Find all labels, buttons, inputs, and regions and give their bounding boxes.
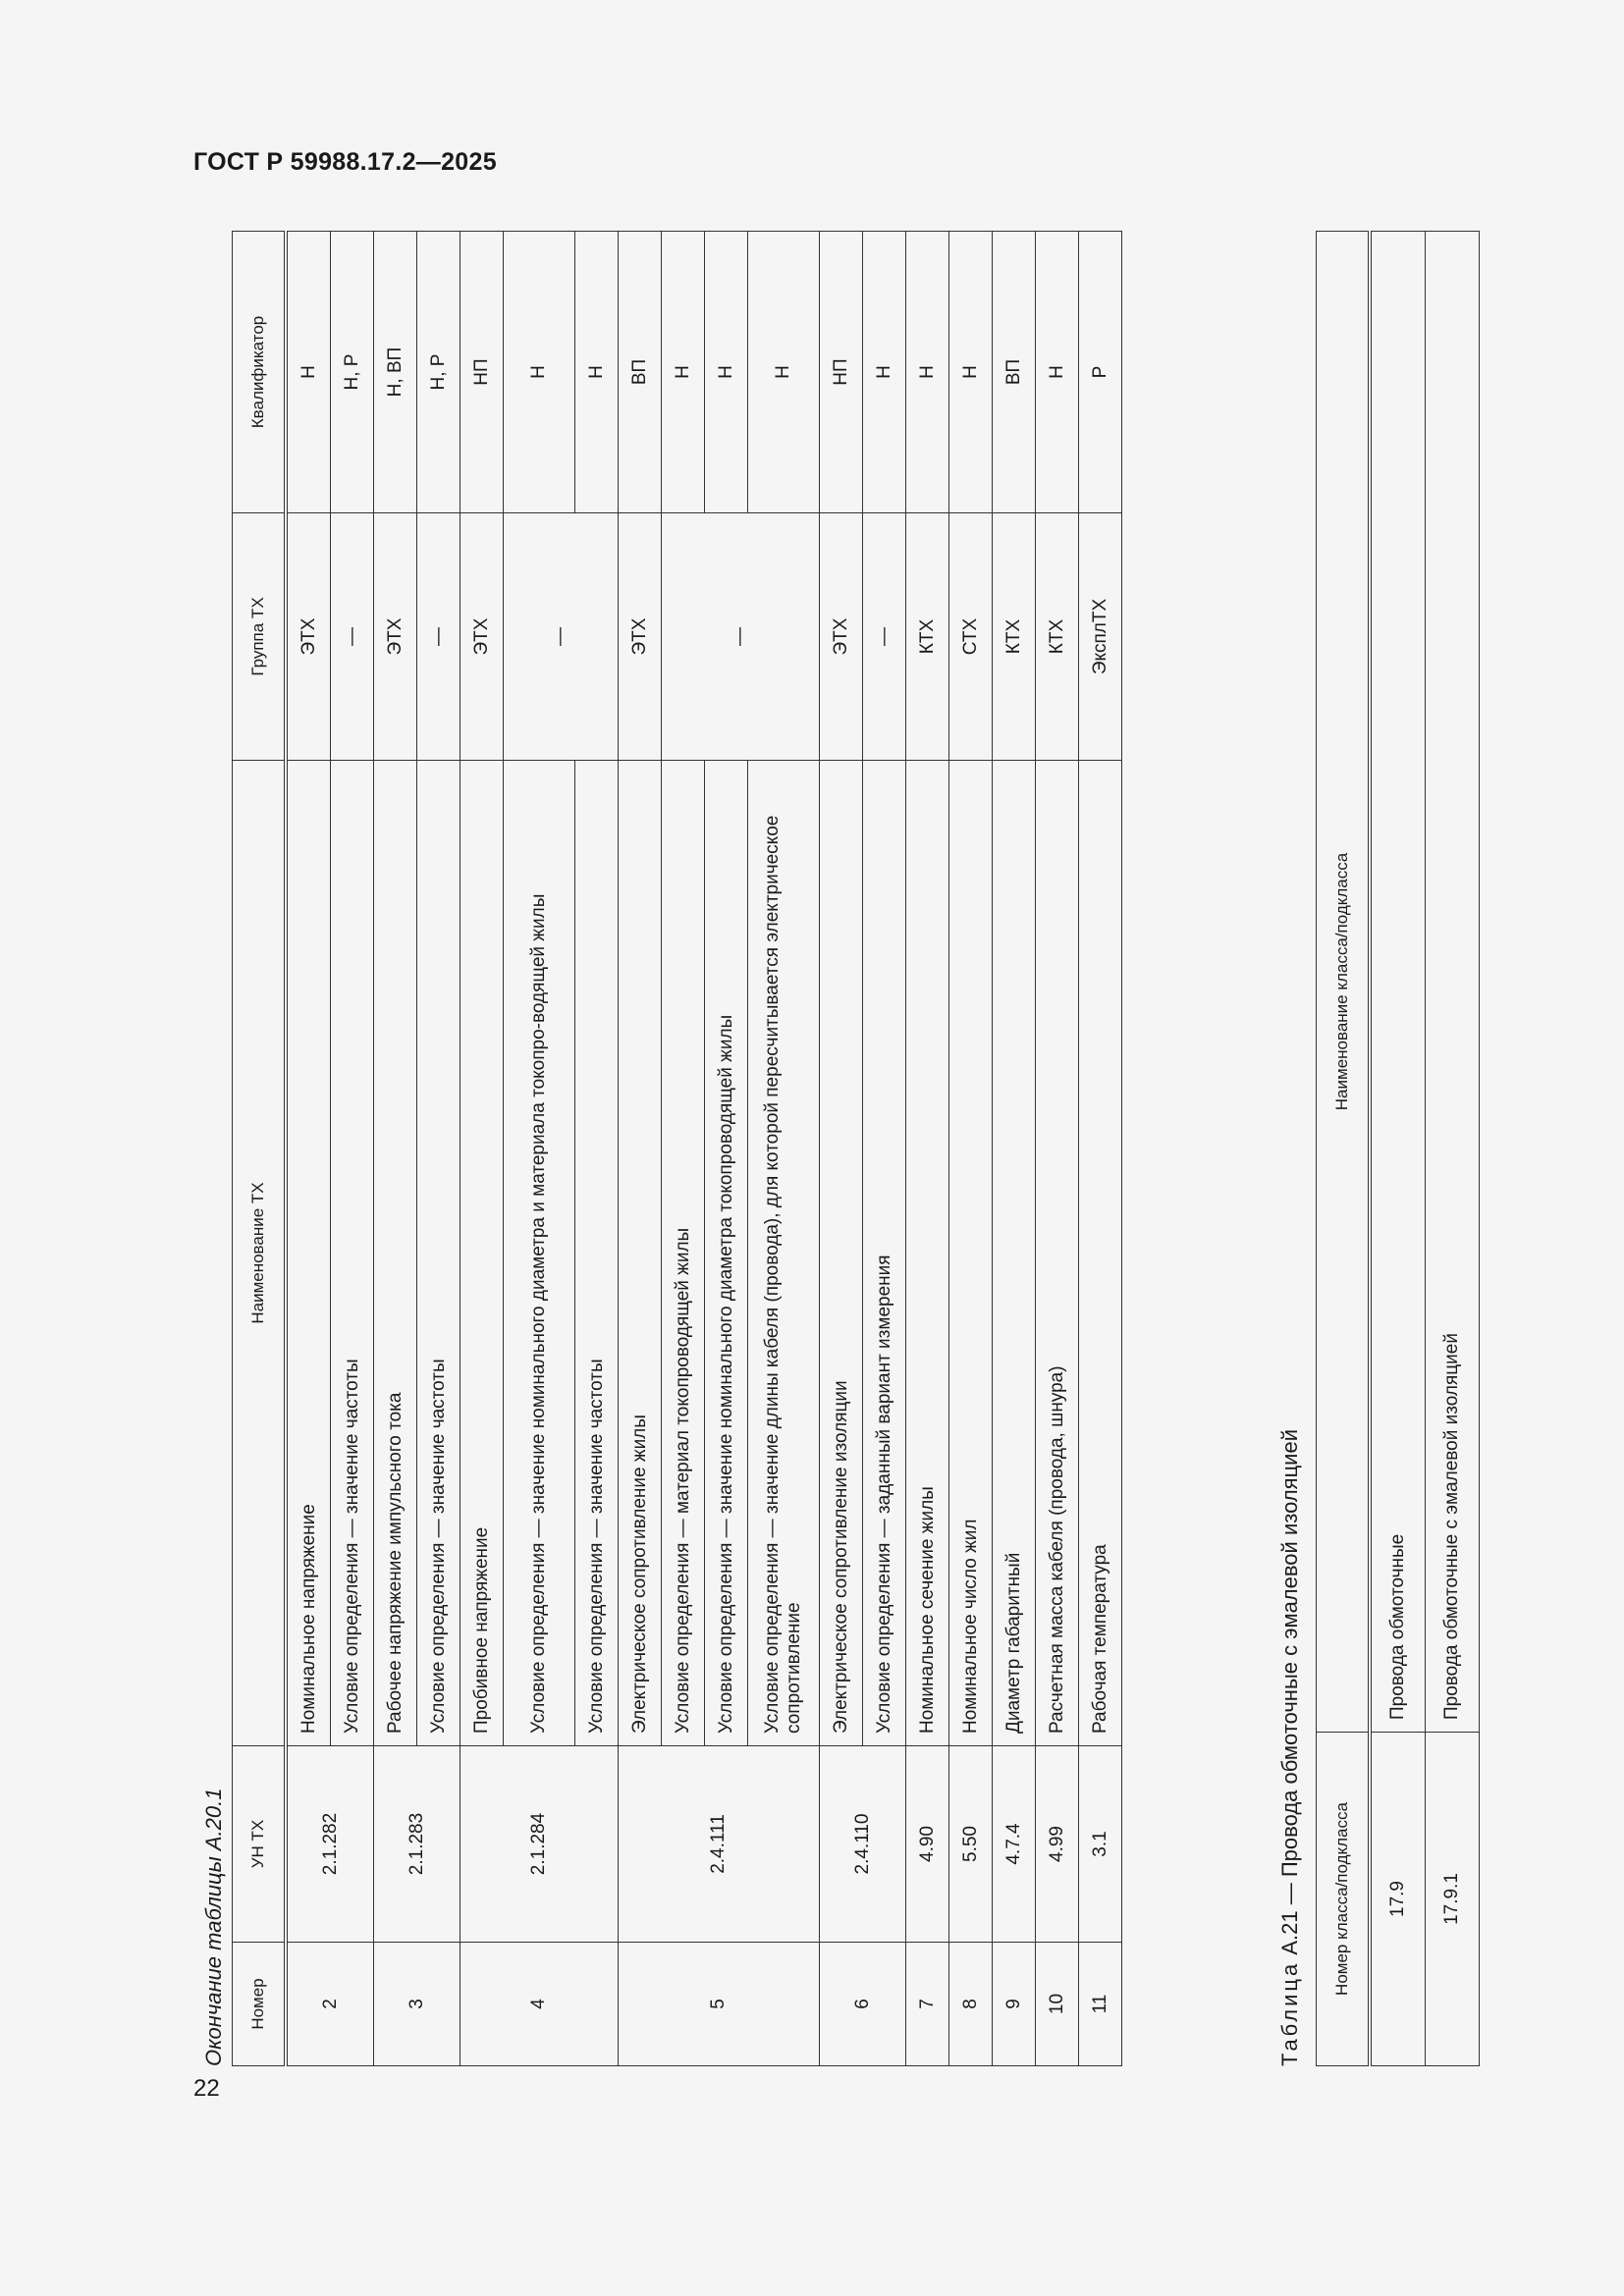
page-number: 22 <box>193 2075 220 2102</box>
cell-group: — <box>417 513 460 761</box>
cell-qualifier: НП <box>820 232 863 513</box>
cell-number: 4 <box>460 1943 619 2066</box>
table-row <box>1370 232 1426 2066</box>
cell-group: — <box>504 513 619 761</box>
cell-class-code: 17.9 <box>1370 1733 1426 2066</box>
table-row <box>1036 232 1079 2066</box>
cell-qualifier: Н <box>906 232 949 513</box>
cell-name: Условие определения — значение частоты <box>331 761 374 1746</box>
cell-qualifier: Н <box>662 232 705 513</box>
cell-qualifier: Н <box>286 232 331 513</box>
col-header-name: Наименование ТХ <box>233 761 287 1746</box>
cell-number: 11 <box>1079 1943 1122 2066</box>
cell-qualifier: ВП <box>619 232 662 513</box>
col-header-number: Номер <box>233 1943 287 2066</box>
characteristics-table <box>232 231 1122 2066</box>
cell-group: КТХ <box>1036 513 1079 761</box>
table-row <box>949 232 993 2066</box>
cell-un: 3.1 <box>1079 1746 1122 1943</box>
cell-number: 9 <box>993 1943 1036 2066</box>
cell-group: КТХ <box>993 513 1036 761</box>
cell-class-name: Провода обмоточные <box>1370 232 1426 1733</box>
table-row <box>374 232 417 2066</box>
cell-name: Рабочая температура <box>1079 761 1122 1746</box>
cell-name: Диаметр габаритный <box>993 761 1036 1746</box>
cell-un: 2.4.110 <box>820 1746 906 1943</box>
table-row <box>993 232 1036 2066</box>
cell-number: 10 <box>1036 1943 1079 2066</box>
cell-group: ЭТХ <box>619 513 662 761</box>
table-row <box>286 232 331 2066</box>
cell-group: СТХ <box>949 513 993 761</box>
cell-qualifier: ВП <box>993 232 1036 513</box>
cell-qualifier: Н <box>504 232 575 513</box>
cell-name: Условие определения — значение частоты <box>575 761 619 1746</box>
cell-name: Условие определения — материал токопроводящей жилы <box>662 761 705 1746</box>
cell-name: Условие определения — заданный вариант измерения <box>863 761 906 1746</box>
table-a21-title <box>1277 1429 1303 2066</box>
cell-group: ЭТХ <box>286 513 331 761</box>
cell-number: 8 <box>949 1943 993 2066</box>
cell-qualifier: Р <box>1079 232 1122 513</box>
cell-class-code: 17.9.1 <box>1426 1733 1480 2066</box>
cell-number: 3 <box>374 1943 460 2066</box>
cell-un: 4.99 <box>1036 1746 1079 1943</box>
cell-qualifier: Н <box>863 232 906 513</box>
col-header-class-code: Номер класса/подкласса <box>1317 1733 1371 2066</box>
cell-un: 2.1.283 <box>374 1746 460 1943</box>
cell-group: — <box>331 513 374 761</box>
table-row <box>820 232 863 2066</box>
col-header-class-name: Наименование класса/подкласса <box>1317 232 1371 1733</box>
cell-name: Электрическое сопротивление изоляции <box>820 761 863 1746</box>
cell-name: Номинальное число жил <box>949 761 993 1746</box>
cell-qualifier: Н, ВП <box>374 232 417 513</box>
cell-un: 2.1.284 <box>460 1746 619 1943</box>
cell-name: Рабочее напряжение импульсного тока <box>374 761 417 1746</box>
cell-name: Расчетная масса кабеля (провода, шнура) <box>1036 761 1079 1746</box>
cell-name: Условие определения — значение номинального диаметра и материала токопро-водящей жилы <box>504 761 575 1746</box>
cell-name: Условие определения — значение длины кабеля (провода), для которой пересчитывается электрическое сопротивление <box>748 761 820 1746</box>
col-header-un: УН ТХ <box>233 1746 287 1943</box>
cell-number: 7 <box>906 1943 949 2066</box>
cell-un: 4.7.4 <box>993 1746 1036 1943</box>
cell-name: Пробивное напряжение <box>460 761 504 1746</box>
cell-class-name: Провода обмоточные с эмалевой изоляцией <box>1426 232 1480 1733</box>
col-header-group: Группа ТХ <box>233 513 287 761</box>
cell-number: 2 <box>286 1943 374 2066</box>
cell-qualifier: Н <box>748 232 820 513</box>
cell-qualifier: Н <box>1036 232 1079 513</box>
cell-un: 5.50 <box>949 1746 993 1943</box>
cell-qualifier: Н, Р <box>331 232 374 513</box>
cell-group: ЭксплТХ <box>1079 513 1122 761</box>
cell-name: Электрическое сопротивление жилы <box>619 761 662 1746</box>
col-header-qualifier: Квалификатор <box>233 232 287 513</box>
cell-qualifier: Н <box>575 232 619 513</box>
cell-un: 2.4.111 <box>619 1746 820 1943</box>
cell-group: — <box>863 513 906 761</box>
cell-number: 5 <box>619 1943 820 2066</box>
cell-name: Номинальное сечение жилы <box>906 761 949 1746</box>
cell-qualifier: НП <box>460 232 504 513</box>
cell-group: ЭТХ <box>460 513 504 761</box>
table-row <box>1079 232 1122 2066</box>
cell-qualifier: Н, Р <box>417 232 460 513</box>
cell-un: 2.1.282 <box>286 1746 374 1943</box>
table-header-row <box>233 232 287 2066</box>
table-row <box>460 232 504 2066</box>
cell-group: ЭТХ <box>374 513 417 761</box>
class-table <box>1316 231 1480 2066</box>
cell-group: КТХ <box>906 513 949 761</box>
table-row <box>906 232 949 2066</box>
cell-name: Номинальное напряжение <box>286 761 331 1746</box>
cell-name: Условие определения — значение частоты <box>417 761 460 1746</box>
table-label: Таблица <box>1277 1960 1302 2066</box>
cell-number: 6 <box>820 1943 906 2066</box>
cell-group: ЭТХ <box>820 513 863 761</box>
cell-qualifier: Н <box>949 232 993 513</box>
cell-group: — <box>662 513 820 761</box>
table-row <box>1426 232 1480 2066</box>
table-row <box>619 232 662 2066</box>
rotated-table-region <box>182 216 1462 2066</box>
cell-name: Условие определения — значение номинального диаметра токопроводящей жилы <box>705 761 748 1746</box>
table-continuation-title: Окончание таблицы А.20.1 <box>201 1788 226 2066</box>
cell-qualifier: Н <box>705 232 748 513</box>
document-code: ГОСТ Р 59988.17.2—2025 <box>193 148 497 176</box>
cell-un: 4.90 <box>906 1746 949 1943</box>
table-caption: А.21 — Провода обмоточные с эмалевой изоляцией <box>1277 1429 1302 1961</box>
table-header-row <box>1317 232 1371 2066</box>
